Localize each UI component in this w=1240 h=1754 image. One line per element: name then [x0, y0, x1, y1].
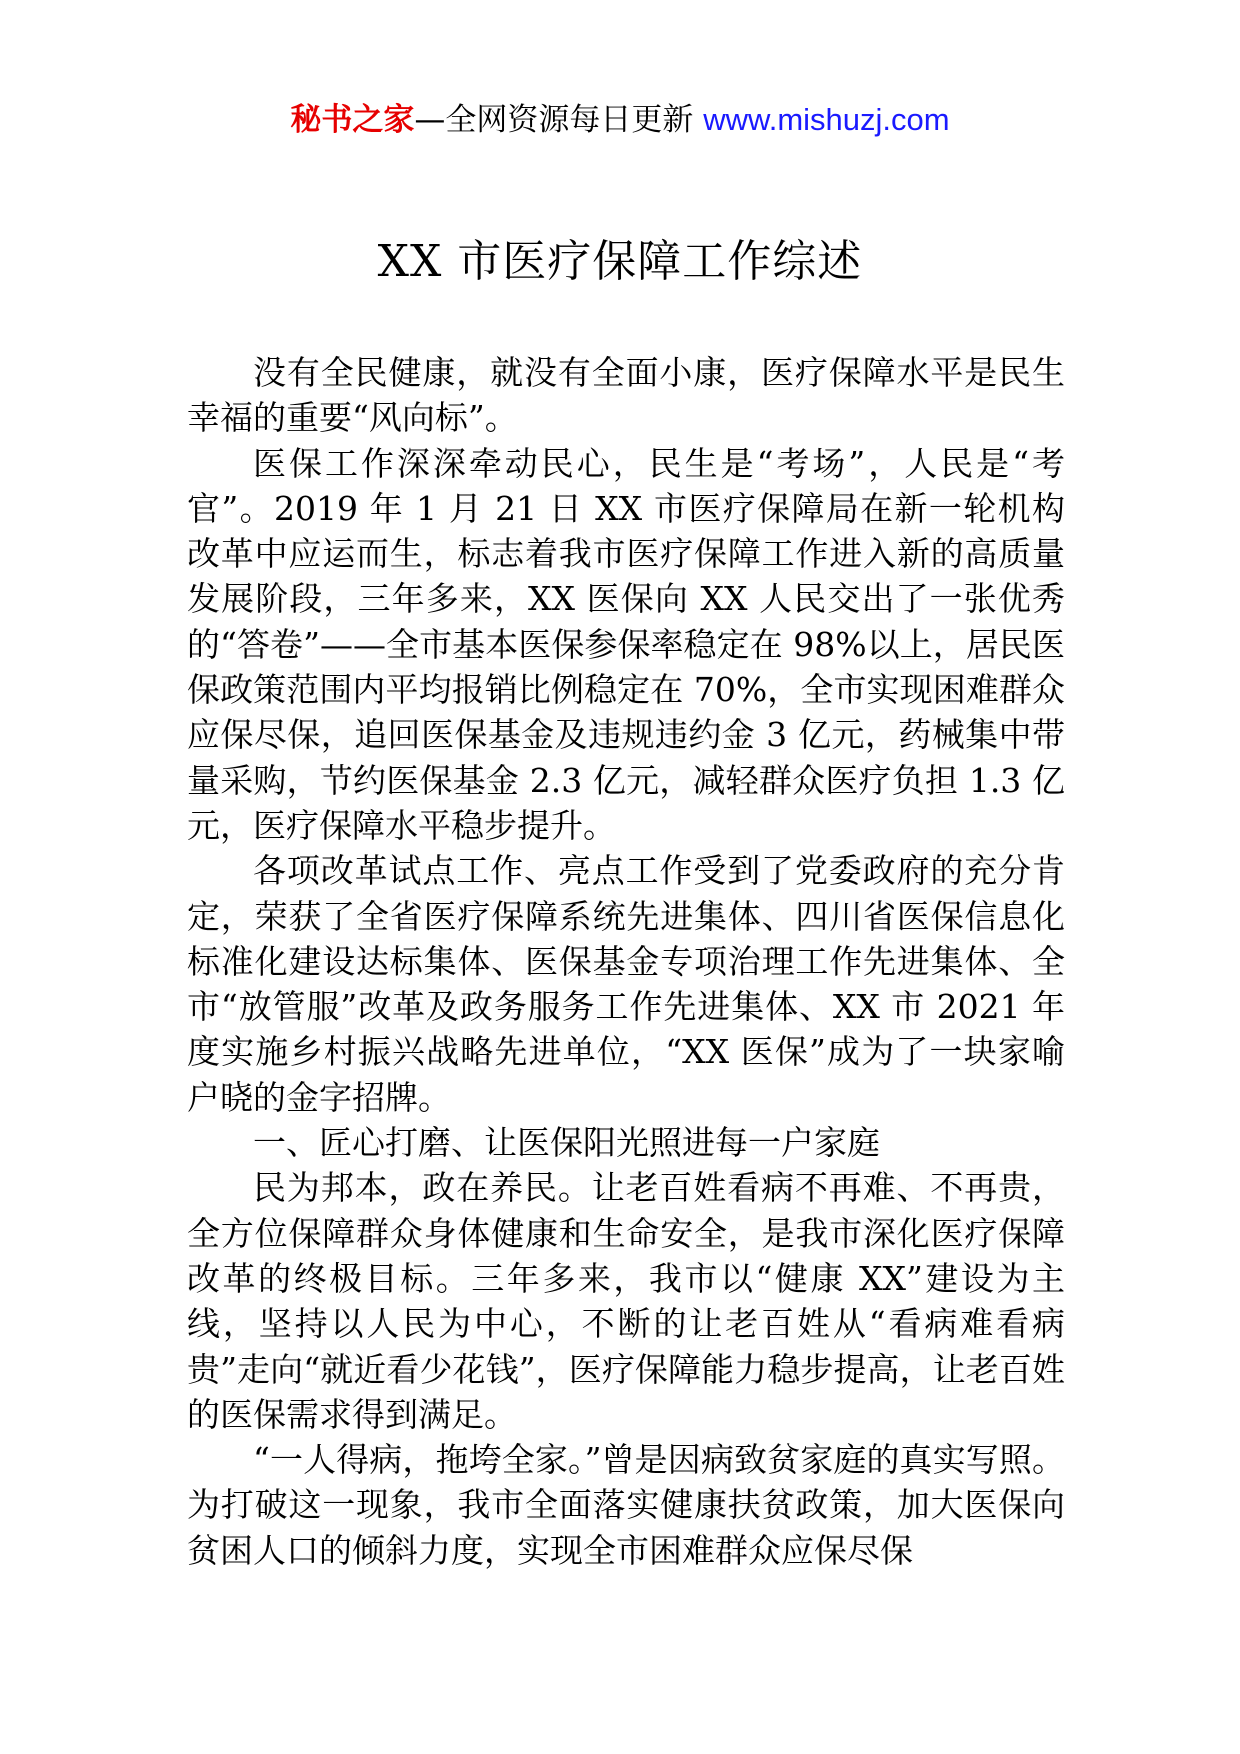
site-slogan: —全网资源每日更新: [414, 102, 694, 138]
paragraph-honors: 各项改革试点工作、亮点工作受到了党委政府的充分肯定，荣获了全省医疗保障系统先进集体、四川省医保信息化标准化建设达标集体、医保基金专项治理工作先进集体、全市“放管服”改革及政务服务工作先进集体、XX 市 2021 年度实施乡村振兴战略先进单位，“XX 医保”成为了一块家喻户晓的金字招牌。: [187, 851, 1065, 1117]
paragraph-poverty: “一人得病，拖垮全家。”曾是因病致贫家庭的真实写照。为打破这一现象，我市全面落实健康扶贫政策，加大医保向贫困人口的倾斜力度，实现全市困难群众应保尽保: [187, 1440, 1065, 1570]
paragraph-section-1: 民为邦本，政在养民。让老百姓看病不再难、不再贵，全方位保障群众身体健康和生命安全，是我市深化医疗保障改革的终极目标。三年多来，我市以“健康 XX”建设为主线，坚持以人民为中心，不断的让老百姓从“看病难看病贵”走向“就近看少花钱”，医疗保障能力稳步提高，让老百姓的医保需求得到满足。: [187, 1168, 1065, 1434]
paragraph-achievements: 医保工作深深牵动民心，民生是“考场”，人民是“考官”。2019 年 1 月 21 日 XX 市医疗保障局在新一轮机构改革中应运而生，标志着我市医疗保障工作进入新的高质量发展阶段，三年多来，XX 医保向 XX 人民交出了一张优秀的“答卷”——全市基本医保参保率稳定在 98%以上，居民医保政策范围内平均报销比例稳定在 70%，全市实现困难群众应保尽保，追回医保基金及违规违约金 3 亿元，药械集中带量采购，节约医保基金 2.3 亿元，减轻群众医疗负担 1.3 亿元，医疗保障水平稳步提升。: [187, 443, 1065, 845]
section-heading-1: 一、匠心打磨、让医保阳光照进每一户家庭: [253, 1123, 880, 1163]
site-url-link[interactable]: www.mishuzj.com: [703, 102, 950, 137]
document-body: [187, 350, 1065, 1573]
document-title: XX 市医疗保障工作综述: [377, 236, 863, 287]
site-brand: 秘书之家: [290, 102, 415, 138]
paragraph-intro: 没有全民健康，就没有全面小康，医疗保障水平是民生幸福的重要“风向标”。: [187, 353, 1065, 438]
site-header: [0, 98, 1240, 142]
